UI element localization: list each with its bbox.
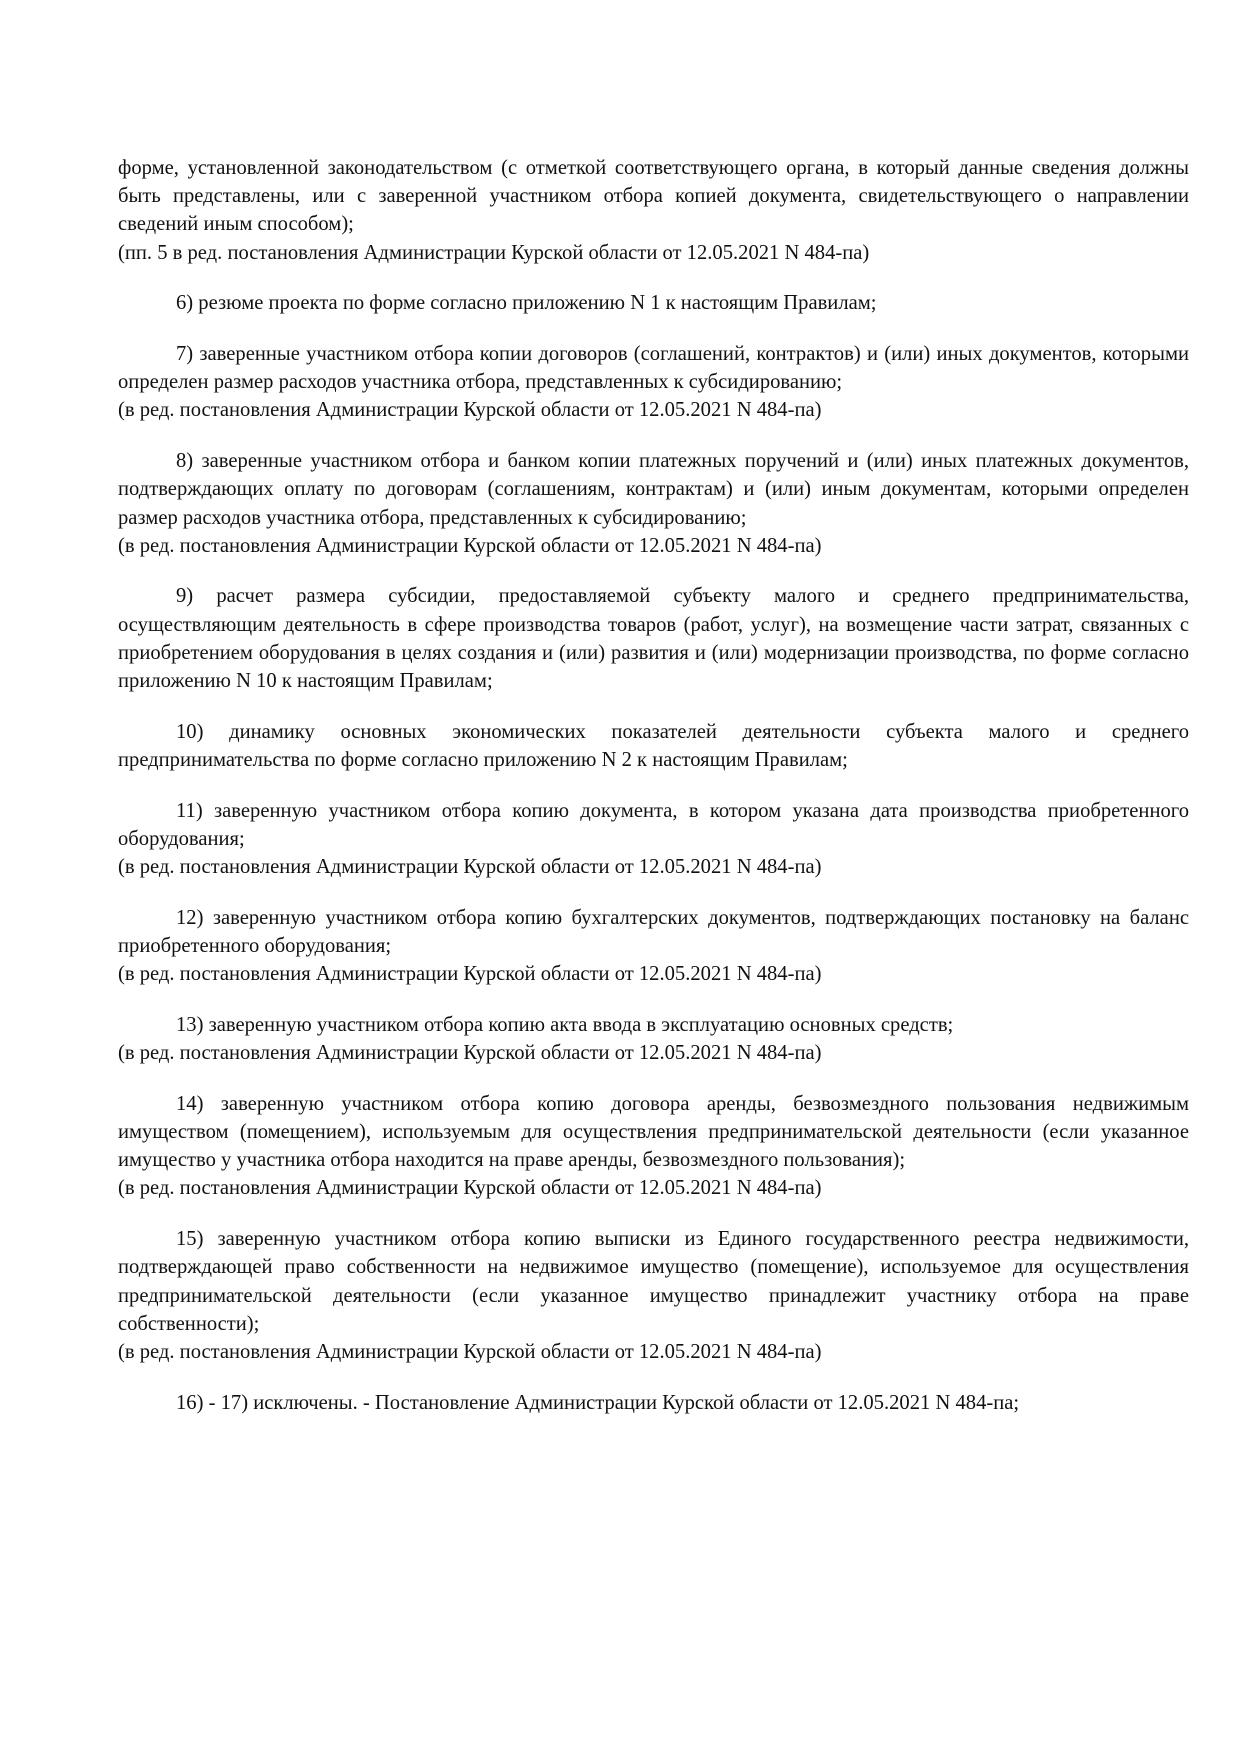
list-item-11: 11) заверенную участником отбора копию документа, в котором указана дата производства приобретенного оборудования; (118, 799, 1189, 850)
list-item-6: 6) резюме проекта по форме согласно приложению N 1 к настоящим Правилам; (176, 292, 877, 315)
amendment-note: (в ред. постановления Администрации Курской области от 12.05.2021 N 484-па) (118, 1177, 822, 1200)
amendment-note: (в ред. постановления Администрации Курской области от 12.05.2021 N 484-па) (118, 1340, 822, 1363)
list-item-9: 9) расчет размера субсидии, предоставляемой субъекту малого и среднего предпринимательства, осуществляющим деятельность в сфере производства товаров (работ, услуг), на возмещение части затрат, связанных с приобретением оборудования в целях создания и (или) развития и (или) модернизации производства, по форме согласно приложению N 10 к настоящим Правилам; (118, 585, 1189, 693)
list-item-10: 10) динамику основных экономических показателей деятельности субъекта малого и среднего предпринимательства по форме согласно приложению N 2 к настоящим Правилам; (118, 720, 1189, 771)
amendment-note: (в ред. постановления Администрации Курской области от 12.05.2021 N 484-па) (118, 534, 822, 557)
list-item-12: 12) заверенную участником отбора копию бухгалтерских документов, подтверждающих постановку на баланс приобретенного оборудования; (118, 906, 1189, 957)
list-item-14: 14) заверенную участником отбора копию договора аренды, безвозмездного пользования недвижимым имуществом (помещением), используемым для осуществления предпринимательской деятельности (если указанное имущество у участника отбора находится на праве аренды, безвозмездного пользования); (118, 1092, 1189, 1172)
list-item-16-17: 16) - 17) исключены. - Постановление Администрации Курской области от 12.05.2021 N 484-па; (176, 1391, 1020, 1414)
amendment-note: (в ред. постановления Администрации Курской области от 12.05.2021 N 484-па) (118, 1042, 822, 1065)
amendment-note: (в ред. постановления Администрации Курской области от 12.05.2021 N 484-па) (118, 963, 822, 986)
paragraph-intro: форме, установленной законодательством (с отметкой соответствующего органа, в который данные сведения должны быть представлены, или с заверенной участником отбора копией документа, свидетельствующего о направлении сведений иным способом); (118, 157, 1189, 236)
list-item-8: 8) заверенные участником отбора и банком копии платежных поручений и (или) иных платежных документов, подтверждающих оплату по договорам (соглашениям, контрактам) и (или) иным документам, которыми определен размер расходов участника отбора, представленных к субсидированию; (118, 450, 1189, 529)
document-page (118, 154, 1189, 1417)
amendment-note: (в ред. постановления Администрации Курской области от 12.05.2021 N 484-па) (118, 399, 822, 422)
amendment-note: (в ред. постановления Администрации Курской области от 12.05.2021 N 484-па) (118, 856, 822, 879)
list-item-7: 7) заверенные участником отбора копии договоров (соглашений, контрактов) и (или) иных документов, которыми определен размер расходов участника отбора, представленных к субсидированию; (118, 343, 1189, 394)
list-item-15: 15) заверенную участником отбора копию выписки из Единого государственного реестра недвижимости, подтверждающей право собственности на недвижимое имущество (помещение), используемое для осуществления предпринимательской деятельности (если указанное имущество принадлежит участнику отбора на праве собственности); (118, 1228, 1189, 1335)
list-item-13: 13) заверенную участником отбора копию акта ввода в эксплуатацию основных средств; (176, 1013, 954, 1036)
amendment-note: (пп. 5 в ред. постановления Администрации Курской области от 12.05.2021 N 484-па) (118, 241, 870, 264)
